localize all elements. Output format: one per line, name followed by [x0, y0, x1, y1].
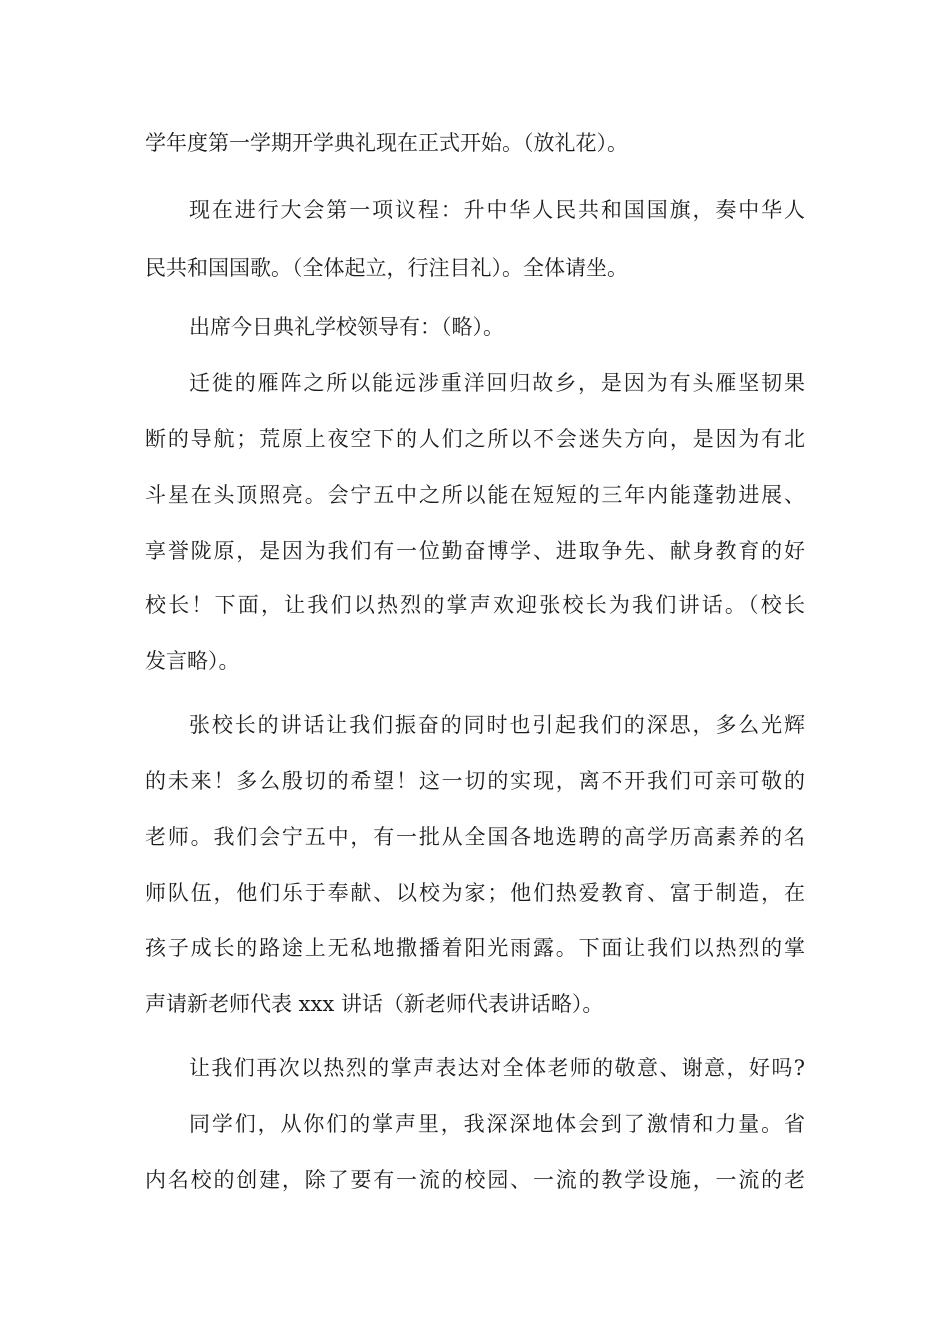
text-line: 校长！下面，让我们以热烈的掌声欢迎张校长为我们讲话。（校长 [145, 593, 805, 617]
text-line: 发言略）。 [145, 649, 240, 673]
text-line: 民共和国国歌。（全体起立，行注目礼）。全体请坐。 [145, 256, 628, 280]
text-line: 斗星在头顶照亮。会宁五中之所以能在短短的三年内能蓬勃进展、 [145, 483, 805, 507]
text-line: 老师。我们会宁五中，有一批从全国各地选聘的高学历高素养的名 [145, 825, 805, 849]
text-line: 现在进行大会第一项议程：升中华人民共和国国旗，奏中华人 [189, 198, 805, 222]
text-line: 张校长的讲话让我们振奋的同时也引起我们的深思，多么光辉 [189, 713, 805, 737]
text-line: 师队伍，他们乐于奉献、以校为家；他们热爱教育、富于制造，在 [145, 881, 805, 905]
text-line: 享誉陇原，是因为我们有一位勤奋博学、进取争先、献身教育的好 [145, 539, 805, 563]
text-line: 同学们，从你们的掌声里，我深深地体会到了激情和力量。省 [189, 1112, 805, 1136]
text-line: 内名校的创建，除了要有一流的校园、一流的教学设施，一流的老 [145, 1168, 805, 1192]
text-line: 断的导航；荒原上夜空下的人们之所以不会迷失方向，是因为有北 [145, 427, 805, 451]
text-line: 的未来！多么殷切的希望！这一切的实现，离不开我们可亲可敬的 [145, 769, 805, 793]
text-line: 出席今日典礼学校领导有：（略）。 [189, 315, 504, 339]
text-line: 孩子成长的路途上无私地撒播着阳光雨露。下面让我们以热烈的掌 [145, 936, 805, 960]
text-line: 迁徙的雁阵之所以能远涉重洋回归故乡，是因为有头雁坚韧果 [189, 371, 805, 395]
text-line: 声请新老师代表 xxx 讲话（新老师代表讲话略）。 [145, 992, 604, 1016]
text-line: 学年度第一学期开学典礼现在正式开始。（放礼花）。 [145, 131, 628, 155]
text-line: 让我们再次以热烈的掌声表达对全体老师的敬意、谢意，好吗? [189, 1056, 805, 1080]
